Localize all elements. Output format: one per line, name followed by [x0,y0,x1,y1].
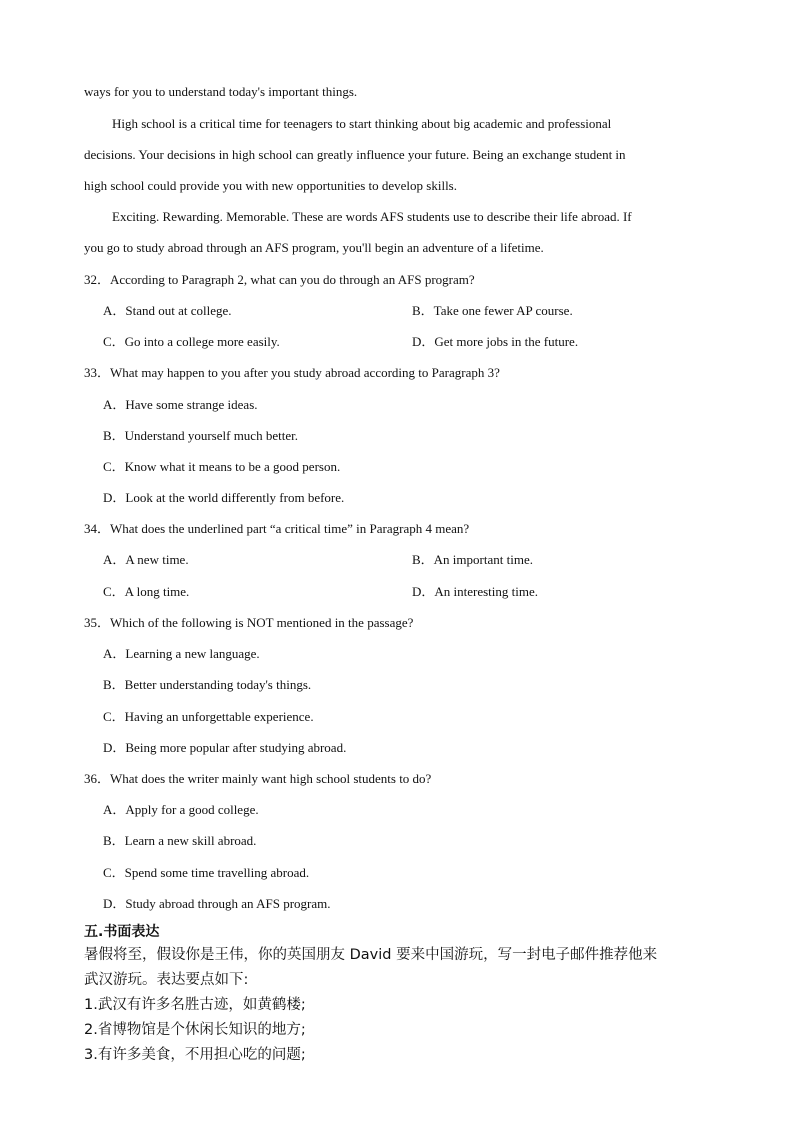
question-35-option-c: C．Having an unforgettable experience. [103,709,314,724]
question-33-stem: 33．What may happen to you after you study abroad according to Paragraph 3? [84,365,500,380]
question-35-option-a: A．Learning a new language. [103,646,260,661]
question-35-option-b: B．Better understanding today's things. [103,677,312,692]
passage-line: you go to study abroad through an AFS program, you'll begin an adventure of a lifetime. [84,240,544,255]
passage-line: high school could provide you with new opportunities to develop skills. [84,178,457,193]
question-36-option-b: B．Learn a new skill abroad. [103,833,257,848]
section-title: 五.书面表达 [84,924,160,940]
writing-prompt-line: 暑假将至，假设你是王伟，你的英国朋友 David 要来中国游玩，写一封电子邮件推荐他来 [84,947,658,963]
writing-point: 2.省博物馆是个休闲长知识的地方; [84,1022,306,1038]
passage-line: High school is a critical time for teenagers to start thinking about big academic and professional [112,116,612,131]
question-34-option-b: B．An important time. [412,552,533,567]
question-35-option-d: D．Being more popular after studying abroad. [103,740,347,755]
question-36-option-a: A．Apply for a good college. [103,802,259,817]
writing-point: 1.武汉有许多名胜古迹，如黄鹤楼; [84,997,306,1013]
question-32-option-a: A．Stand out at college. [103,303,232,318]
question-36-option-d: D．Study abroad through an AFS program. [103,896,331,911]
passage-line: decisions. Your decisions in high school can greatly influence your future. Being an exchange student in [84,147,626,162]
question-34-option-a: A．A new time. [103,552,189,567]
question-34-stem: 34．What does the underlined part “a critical time” in Paragraph 4 mean? [84,521,470,536]
question-32-stem: 32．According to Paragraph 2, what can you do through an AFS program? [84,272,475,287]
passage-line: ways for you to understand today's important things. [84,84,358,99]
writing-point: 3.有许多美食，不用担心吃的问题; [84,1047,306,1063]
question-36-option-c: C．Spend some time travelling abroad. [103,865,310,880]
question-34-option-d: D．An interesting time. [412,584,539,599]
question-33-option-a: A．Have some strange ideas. [103,397,258,412]
question-32-option-b: B．Take one fewer AP course. [412,303,573,318]
question-32-option-c: C．Go into a college more easily. [103,334,280,349]
question-33-option-b: B．Understand yourself much better. [103,428,298,443]
question-35-stem: 35．Which of the following is NOT mentioned in the passage? [84,615,414,630]
question-34-option-c: C．A long time. [103,584,190,599]
passage-line: Exciting. Rewarding. Memorable. These are words AFS students use to describe their life abroad. If [112,209,632,224]
writing-prompt-line: 武汉游玩。表达要点如下: [84,972,249,988]
question-36-stem: 36．What does the writer mainly want high school students to do? [84,771,432,786]
question-33-option-d: D．Look at the world differently from before. [103,490,345,505]
question-33-option-c: C．Know what it means to be a good person. [103,459,341,474]
question-32-option-d: D．Get more jobs in the future. [412,334,579,349]
